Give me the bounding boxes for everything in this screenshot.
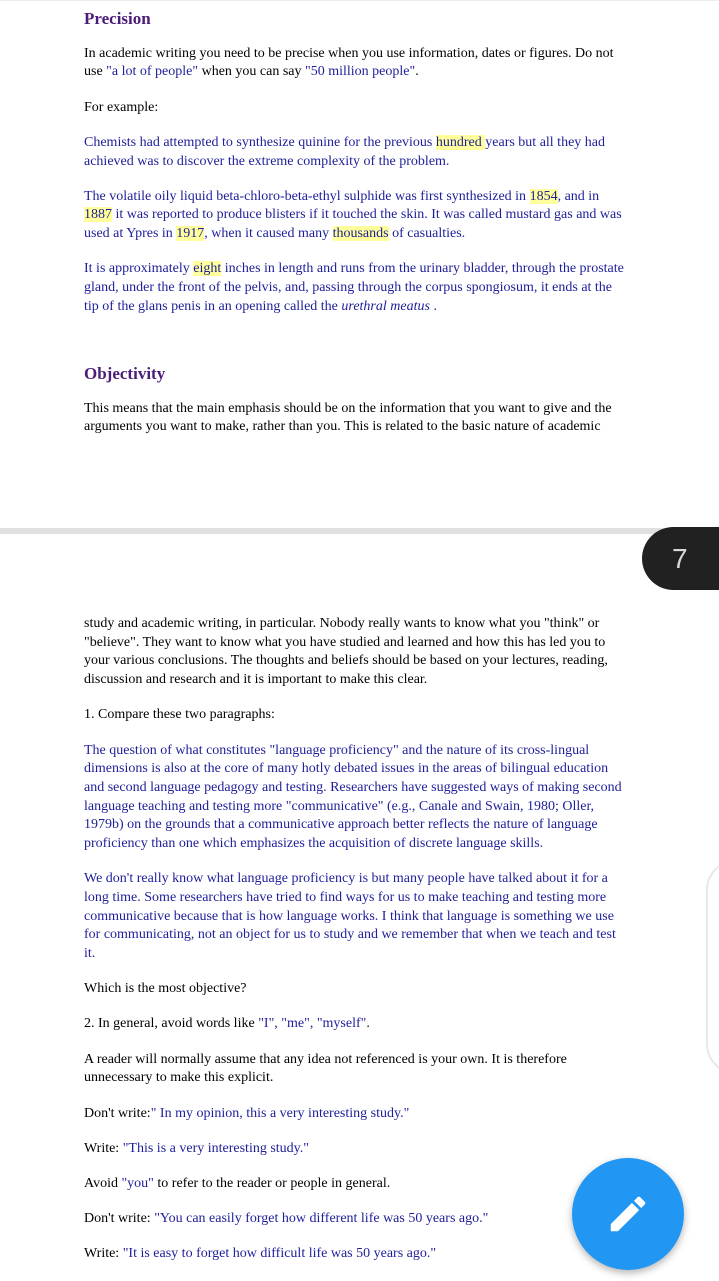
objectivity-continued: study and academic writing, in particular. Nobody really wants to know what you "think" or "believe". They want to know what you have studied and learned and how this has led you to your various conclusions. The thoughts and beliefs should be based on your lectures, reading, discussion and research and it is important to make this clear. (84, 616, 608, 688)
text: 2. In general, avoid words like (84, 1016, 259, 1032)
text: In academic writing you need to be precise when you use information, dates or figures. Do not use (84, 45, 614, 80)
quote: " In my opinion, this a very interesting study." (150, 1105, 410, 1121)
example-quinine (84, 134, 630, 171)
avoid-you (84, 1175, 630, 1194)
text: it was reported to produce blisters if it touched the skin. It was called mustard gas and was used at Ypres in (84, 207, 622, 242)
text: to refer to the reader or people in general. (153, 1175, 391, 1191)
highlight: eight (193, 261, 222, 277)
text: Avoid (84, 1175, 122, 1191)
text: It is approximately (84, 261, 194, 277)
text: years but all they had achieved was to discover the extreme complexity of the problem. (84, 134, 606, 169)
page-content (84, 615, 630, 1281)
label: Write: (84, 1246, 123, 1262)
text: . (415, 64, 419, 80)
reader-para: A reader will normally assume that any idea not referenced is your own. It is therefore unnecessary to make this explicit. (84, 1051, 567, 1086)
paragraph-a: The question of what constitutes "language proficiency" and the nature of its cross-lingual dimensions is also at the core of many hotly debated issues in the areas of bilingual education and second language pedagogy and testing. Researchers have suggested ways of making second language teaching and testing more "communicative" (e.g., Canale and Swain, 1980; Oller, 1979b) on the grounds that a communicative approach better reflects the nature of language proficiency than one which emphasizes the acquisition of discrete language skills. (84, 742, 622, 852)
example-mustard-gas (84, 188, 630, 244)
text: Chemists had attempted to synthesize quinine for the previous (84, 134, 436, 150)
precision-intro (84, 45, 630, 82)
pencil-icon (605, 1191, 651, 1237)
question-objective: Which is the most objective? (84, 981, 247, 997)
page-number: 7 (672, 542, 688, 574)
section-heading-precision: Precision (84, 9, 151, 28)
document-page-top (0, 0, 719, 529)
document-page-bottom (0, 534, 719, 1261)
label: Don't write: (84, 1105, 151, 1121)
side-panel-handle[interactable] (706, 860, 719, 1074)
quote: "I", "me", "myself" (258, 1016, 367, 1032)
example-urethra (84, 260, 630, 316)
write-1 (84, 1140, 630, 1159)
objectivity-para: This means that the main emphasis should be on the information that you want to give and the arguments you want to make, rather than you. This is related to the basic nature of academic (84, 400, 612, 435)
italic-term: urethral meatus (341, 298, 430, 314)
list-item-2 (84, 1015, 630, 1034)
text: The volatile oily liquid beta-chloro-beta-ethyl sulphide was first synthesized in (84, 188, 530, 204)
text: . (429, 298, 437, 314)
dont-write-2 (84, 1210, 630, 1229)
section-heading-objectivity: Objectivity (84, 363, 166, 383)
quote: "You can easily forget how different life was 50 years ago." (154, 1211, 489, 1227)
quote: "It is easy to forget how difficult life was 50 years ago." (122, 1246, 437, 1262)
page-number-badge (642, 527, 719, 590)
highlight: hundred (435, 134, 486, 150)
highlight: thousands (332, 226, 389, 242)
list-item-1: 1. Compare these two paragraphs: (84, 707, 275, 723)
edit-button[interactable] (572, 1158, 684, 1270)
write-2 (84, 1245, 630, 1264)
text: inches in length and runs from the urinary bladder, through the prostate gland, under the front of the pelvis, and, passing through the corpus spongiosum, it ends at the tip of the glans penis in an opening called the (84, 261, 624, 314)
text: of casualties. (388, 226, 466, 242)
highlight: 1917 (176, 226, 205, 242)
quote: "you" (121, 1175, 154, 1191)
label: Write: (84, 1140, 123, 1156)
quote: "This is a very interesting study." (122, 1140, 309, 1156)
page-content (84, 10, 630, 454)
dont-write-1 (84, 1105, 630, 1124)
for-example-label: For example: (84, 99, 159, 115)
text: . (366, 1016, 370, 1032)
quote: "50 million people" (305, 64, 416, 80)
text: , when it caused many (204, 226, 333, 242)
quote: "a lot of people" (106, 64, 199, 80)
highlight: 1854 (529, 188, 558, 204)
text: when you can say (198, 64, 305, 80)
paragraph-b: We don't really know what language proficiency is but many people have talked about it for a long time. Some researchers have tried to find ways for us to make teaching and testing more communicative because that is how language works. I think that language is something we use for communicating, not an object for us to study and we remember that when we teach and test it. (84, 871, 616, 962)
text: , and in (557, 188, 600, 204)
label: Don't write: (84, 1211, 155, 1227)
highlight: 1887 (84, 207, 112, 223)
